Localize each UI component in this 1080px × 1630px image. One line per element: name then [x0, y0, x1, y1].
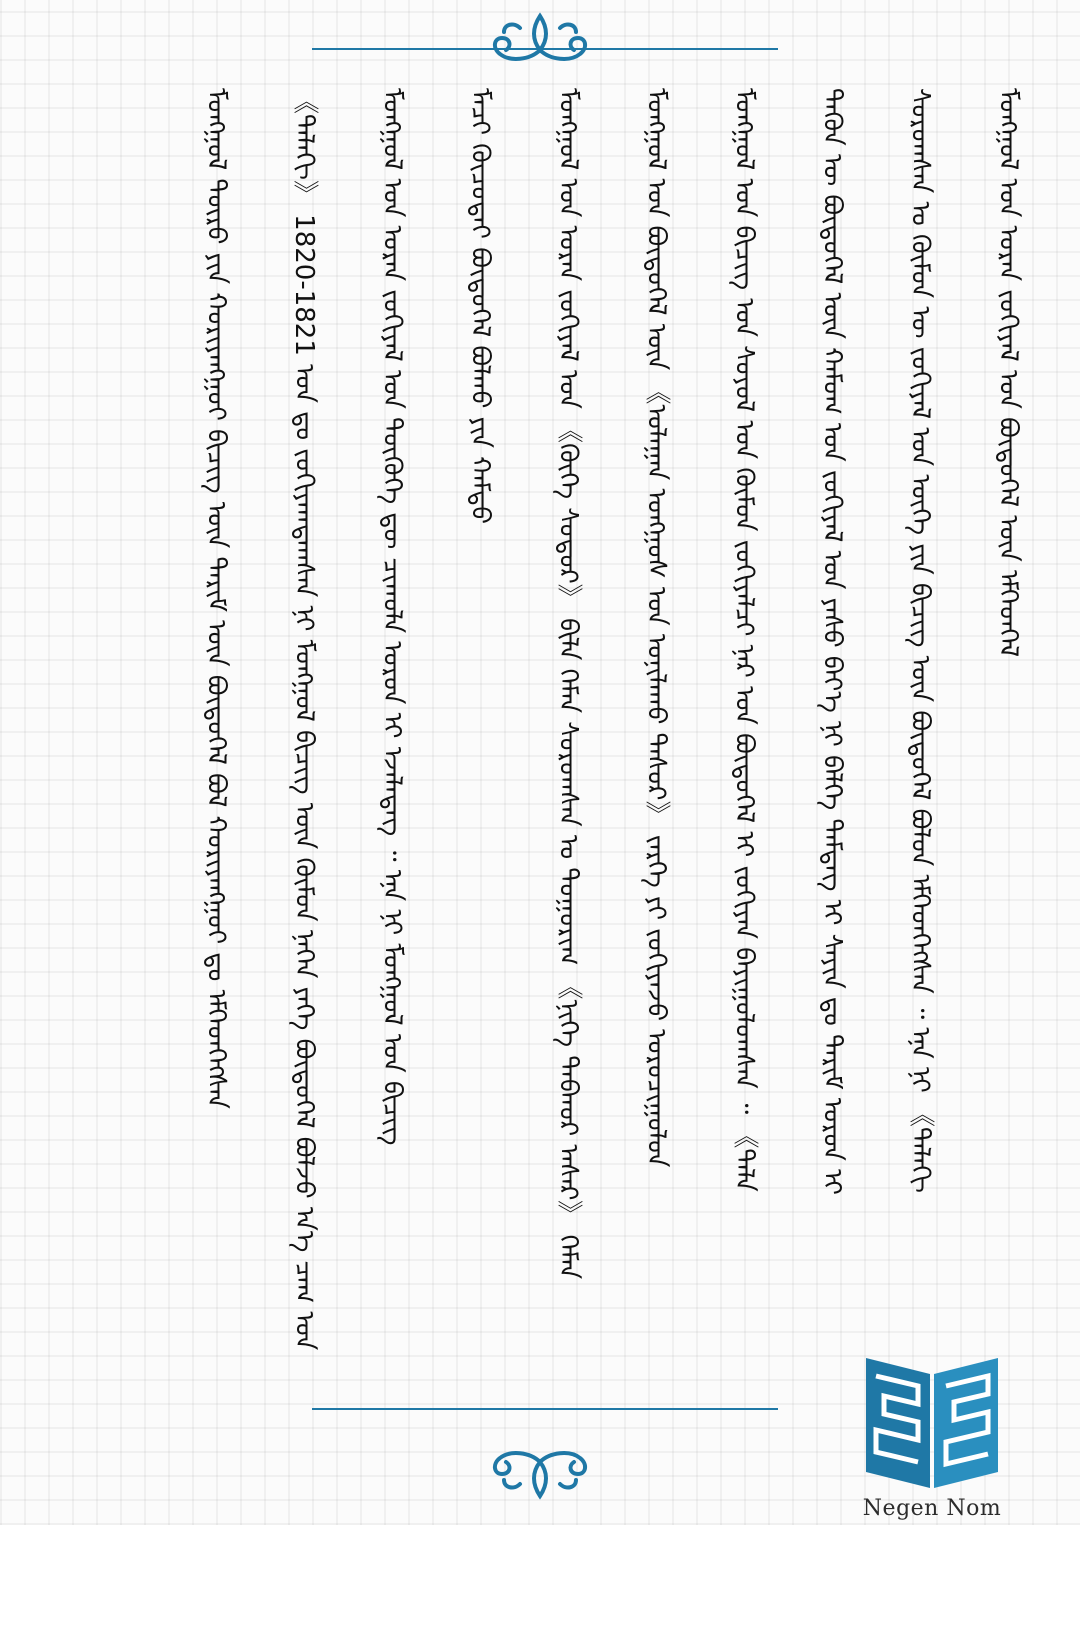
paragraph-3: ᠮᠣᠩᠭᠣᠯ ᠤᠨ ᠤᠷᠠᠨ ᠵᠣᠬᠢᠶᠠᠯ ᠤᠨ ᠲᠦᠭᠦᠬᠡ ᠳᠦ ᠴᠢᠬᠤᠯᠠ ᠣᠷᠤᠨ ᠢ ᠡᠵᠡᠯᠡᠳᠡᠭ ᠃ ᠡᠨᠡ ᠨᠢ ᠮᠣᠩᠭᠣᠯ ᠤᠨ ᠪᠢᠴᠢᠭ — [377, 88, 407, 1146]
mongolian-text-body — [160, 88, 1023, 1438]
paragraph-2: 《ᠲᠠᠯᠠᠬᠢ》 1820-1821 ᠣᠨ ᠳᠤ ᠵᠣᠬᠢᠶᠠᠭᠳᠠᠭᠰᠠᠨ ᠨᠢ ᠮᠣᠩᠭᠣᠯ ᠪᠢᠴᠢᠭ ᠦᠨ ᠬᠦᠮᠦᠨ ᠨᠡᠭᠡᠨ ᠶᠡᠬᠡ ᠪᠦᠲᠦᠭᠡᠯ ᠪᠣᠯᠵᠤ ᠡᠨ᠎ᠡ ᠴᠠᠭ ᠤᠨ — [289, 88, 319, 1351]
paragraph-1: ᠮᠣᠩᠭᠣᠯ ᠲᠥᠷᠥ ᠶᠢᠨ ᠬᠤᠷᠢᠶᠠᠩᠭᠤᠢ ᠪᠢᠴᠢᠭ ᠦᠨ ᠲᠠᠷᠢᠮ ᠦᠨ ᠪᠦᠲᠦᠭᠡᠯ ᠪᠣᠯ ᠬᠤᠷᠢᠶᠠᠩᠭᠤᠢ ᠳᠤ ᠡᠮᠬᠡᠳᠬᠡᠭᠰᠡᠨ — [201, 88, 231, 1109]
paragraph-10: ᠮᠣᠩᠭᠣᠯ ᠤᠨ ᠤᠷᠠᠨ ᠵᠣᠬᠢᠶᠠᠯ ᠤᠨ ᠪᠦᠲᠦᠭᠡᠯ ᠦᠨ ᠡᠮᠬᠡᠳᠬᠡᠯ — [993, 88, 1023, 658]
paragraph-4: ᠮᠠᠴᠢ ᠬᠦᠴᠦᠲᠡᠢ ᠪᠦᠲᠦᠭᠡᠯ ᠪᠣᠯᠬᠤ ᠶᠢᠨ ᠬᠠᠮᠲᠤ — [465, 88, 495, 524]
paragraph-7: ᠮᠣᠩᠭᠣᠯ ᠤᠨ ᠪᠢᠴᠢᠭ ᠤᠨ ᠰᠣᠶᠣᠯ ᠤᠨ ᠬᠦᠮᠦᠨ ᠵᠣᠬᠢᠶᠠᠯᠴᠢ ᠨᠠᠷ ᠤᠨ ᠪᠦᠲᠦᠭᠡᠯ ᠢ ᠵᠣᠬᠢᠶᠠᠨ ᠪᠠᠶᠢᠭᠤᠯᠤᠭᠰᠠᠨ ᠃ 《ᠲᠠᠯᠠ — [729, 88, 759, 1192]
paragraph-9: ᠰᠤᠷᠤᠭᠰᠠᠨ ᠤ ᠬᠦᠮᠦᠨ ᠦ ᠵᠣᠬᠢᠶᠠᠯ ᠤᠨ ᠦᠭᠡ ᠶᠢᠨ ᠪᠢᠴᠢᠭ ᠦᠨ ᠪᠦᠲᠦᠭᠡᠯ ᠪᠣᠯᠤᠨ ᠡᠮᠬᠡᠳᠬᠡᠭᠰᠡᠨ ᠃ ᠡᠨᠡ ᠨᠢ 《ᠲᠠᠯᠠᠬᠢ — [905, 88, 935, 1193]
paragraph-5: ᠮᠣᠩᠭᠣᠯ ᠤᠨ ᠤᠷᠠᠨ ᠵᠣᠬᠢᠶᠠᠯ ᠤᠨ 《ᠬᠦᠬᠡ ᠰᠤᠳᠤᠷ》 ᠪᠢᠯᠡ ᠬᠡᠮᠡᠨ ᠰᠤᠷᠤᠭᠰᠠᠨ ᠤ ᠲᠤᠭᠤᠷᠢᠭ 《ᠨᠢᠭᠡ ᠳᠠᠪᠬᠤᠷ ᠠᠰᠠᠷ》 ᠬᠡᠮᠡᠨ — [553, 88, 583, 1280]
book-logo-icon — [862, 1348, 1002, 1490]
scroll-ornament-icon-bottom — [480, 1438, 600, 1502]
bottom-divider-line — [312, 1408, 778, 1410]
scroll-ornament-icon — [480, 10, 600, 74]
brand-name: Negen Nom — [862, 1496, 1002, 1521]
paragraph-6: ᠮᠣᠩᠭᠣᠯ ᠤᠨ ᠪᠦᠲᠦᠭᠡᠯ ᠦᠨ 《ᠤᠯᠠᠭᠠᠨ ᠤᠩᠭᠤᠰ ᠤᠨ ᠤᠨᠢᠯᠠᠬᠤ ᠲᠠᠰᠤᠷ》 ᠵᠡᠷᠭᠡ ᠶᠢ ᠵᠣᠬᠢᠶᠠᠵᠤ ᠣᠷᠤᠴᠢᠭᠤᠯᠤᠨ — [641, 88, 671, 1168]
paragraph-8: ᠲᠡᠭᠦᠨ ᠦ ᠪᠦᠲᠦᠭᠡᠯ ᠦᠨ ᠬᠠᠮᠤᠭ ᠤᠨ ᠵᠣᠬᠢᠶᠠᠯ ᠤᠨ ᠶᠠᠰᠤ ᠪᠡᠶ᠎ᠡ ᠨᠢ ᠪᠡᠯᠭᠡ ᠳᠡᠮᠳᠡᠭ ᠢ ᠰᠠᠶᠢᠨ ᠳᠤ ᠲᠠᠷᠢᠮ ᠣᠷᠤᠨ ᠢ — [817, 88, 847, 1195]
